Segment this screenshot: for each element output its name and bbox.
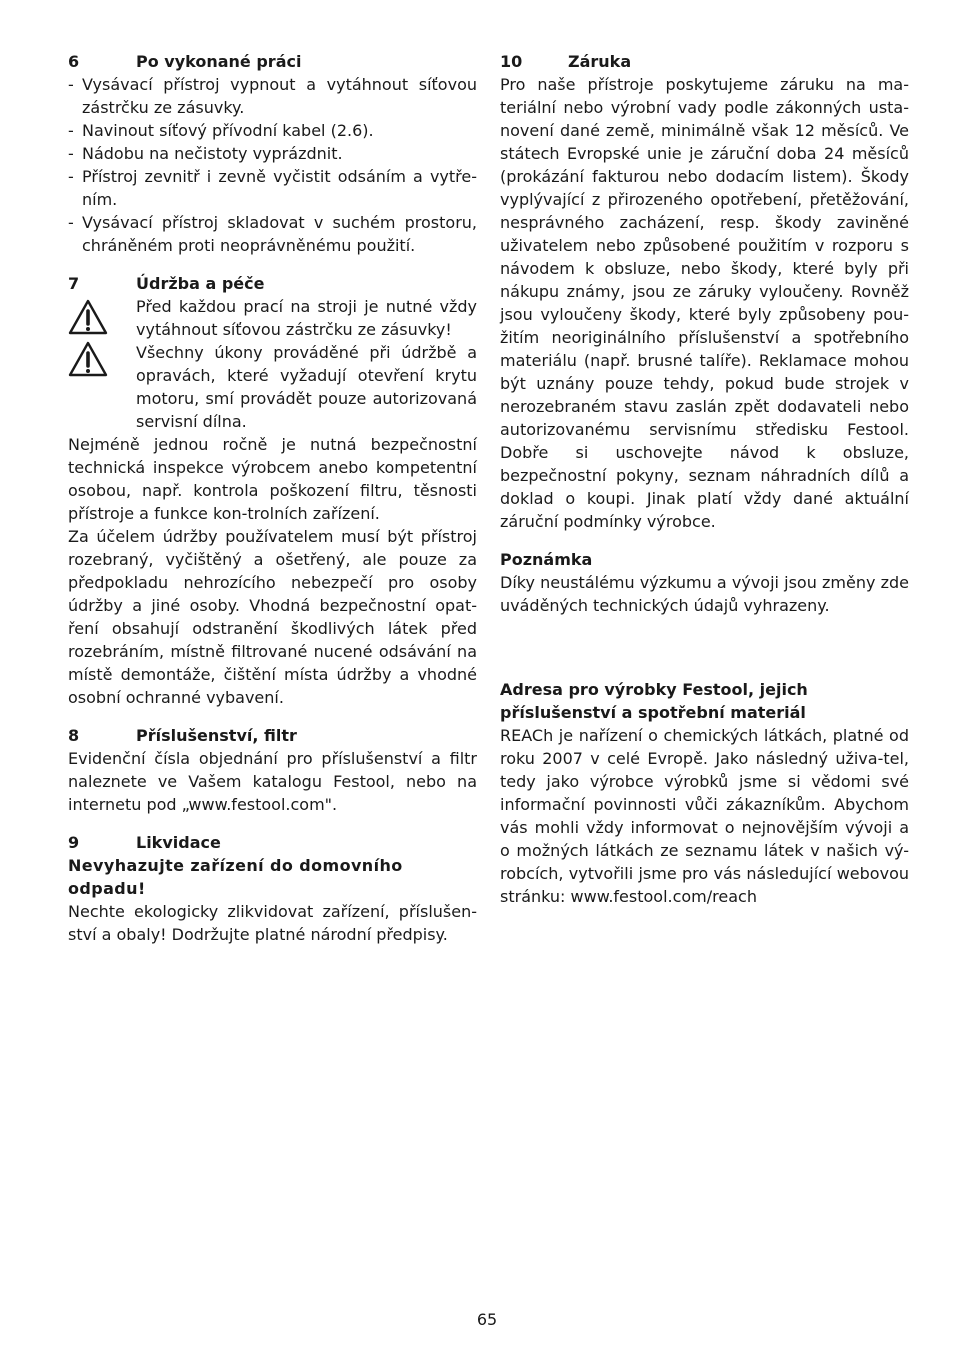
section-title: Likvidace [136, 833, 221, 852]
warranty-paragraph: Pro naše přístroje poskytujeme záruku na ma-teriální nebo výrobní vady podle zákonných usta-novení dané země, minimálně však 12 měsíců. Ve státech Evropské unie je záruční doba 24 měsíců (prokázání fakturou nebo dodacím listem). Škody vyplývající z přirozeného opotřebení, přetěžování, nesprávného zacházení, resp. škody zaviněné uživatelem nebo způsobené použitím v rozporu s návodem k obsluze, nebo škody, které byly při nákupu známy, jsou ze záruky vyloučeny. Rovněž jsou vyloučeny škody, které byly způsobeny pou-žitím neoriginálního příslušenství a spotřebního materiálu (např. brusné talíře). Reklamace mohou být uznány pouze tehdy, pokud bude strojek v nerozebraném stavu zaslán zpět dodavateli nebo autorizovanému servisnímu středisku Festool. Dobře si uschovejte návod k obsluze, bezpečnostní pokyny, seznam náhradních dílů a doklad o koupi. Jinak platí vždy dané aktuální záruční podmínky výrobce. [500, 75, 909, 531]
left-column [68, 50, 477, 946]
section-7-heading [68, 272, 477, 295]
disposal-warning: Nevyhazujte zařízení do domovního odpadu! [68, 856, 403, 898]
section-title: Údržba a péče [136, 274, 265, 293]
note-title: Poznámka [500, 550, 593, 569]
warning-triangle-icon [68, 299, 108, 335]
section-8 [68, 724, 477, 816]
section-6-heading [68, 50, 477, 73]
section-title: Po vykonané práci [136, 52, 302, 71]
section-7 [68, 272, 477, 709]
section-9 [68, 831, 477, 946]
reach-title: Adresa pro výrobky Festool, jejich příslušenství a spotřební materiál [500, 680, 808, 722]
list-item: - Nádobu na nečistoty vyprázdnit. [68, 142, 477, 165]
warning-text [136, 295, 477, 433]
section-10 [500, 50, 909, 533]
list-item: - Přístroj zevnitř i zevně vyčistit odsáním a vytře-ním. [68, 165, 477, 211]
note-section [500, 548, 909, 617]
section-number: 6 [68, 52, 80, 71]
section-number: 10 [500, 52, 523, 71]
maintenance-paragraph: Za účelem údržby používatelem musí být přístroj rozebraný, vyčištěný a ošetřený, ale pouze za předpokladu nehrozícího nebezpečí pro osoby údržby a jiné osoby. Vhodná bezpečnostní opat-ření obsahují odstranění škodlivých látek před rozebráním, místně filtrované nucené odsávání na místě demontáže, čištění místa údržby a vhodné osobní ochranné vybavení. [68, 527, 477, 707]
section-8-heading [68, 724, 477, 747]
inspection-paragraph: Nejméně jednou ročně je nutná bezpečnostní technická inspekce výrobcem anebo kompetentní osobou, např. kontrola poškození filtru, těsnosti přístroje a funkce kon-trolních zařízení. [68, 435, 477, 523]
list-item: - Vysávací přístroj skladovat v suchém prostoru, chráněném proti neoprávněnému použití. [68, 211, 477, 257]
warning-unplug: Před každou prací na stroji je nutné vždy vytáhnout síťovou zástrčku ze zásuvky! [136, 297, 477, 339]
note-paragraph: Díky neustálému výzkumu a vývoji jsou změny zde uváděných technických údajů vyhrazeny. [500, 573, 909, 615]
warning-icons [68, 295, 136, 433]
section-number: 7 [68, 274, 80, 293]
warning-service: Všechny úkony prováděné při údržbě a opravách, které vyžadují otevření krytu motoru, smí provádět pouze autorizovaná servisní dílna. [136, 343, 477, 431]
section-title: Záruka [568, 52, 632, 71]
section-6 [68, 50, 477, 257]
section-9-heading [68, 831, 477, 854]
warning-triangle-icon [68, 341, 108, 377]
right-column [500, 50, 909, 908]
after-work-list [68, 73, 477, 257]
page-number: 65 [476, 1310, 498, 1329]
accessories-paragraph: Evidenční čísla objednání pro příslušenství a filtr naleznete ve Vašem katalogu Festool, nebo na internetu pod „www.festool.com". [68, 749, 477, 814]
warning-block [68, 295, 477, 433]
reach-section [500, 678, 909, 908]
section-title: Příslušenství, filtr [136, 726, 297, 745]
list-item: - Navinout síťový přívodní kabel (2.6). [68, 119, 477, 142]
disposal-paragraph: Nechte ekologicky zlikvidovat zařízení, příslušen-ství a obaly! Dodržujte platné národní předpisy. [68, 902, 477, 944]
section-10-heading [500, 50, 909, 73]
list-item: - Vysávací přístroj vypnout a vytáhnout síťovou zástrčku ze zásuvky. [68, 73, 477, 119]
section-number: 9 [68, 833, 80, 852]
section-number: 8 [68, 726, 80, 745]
reach-paragraph: REACh je nařízení o chemických látkách, platné od roku 2007 v celé Evropě. Jako následný uživa-tel, tedy jako výrobce výrobků jsme si vědomi své informační povinnosti vůči zákazníkům. Abychom vás mohli vždy informovat o nejnovějším vývoji a o možných látkách ze seznamu látek v našich vý-robcích, vytvořili jsme pro vás následující webovou stránku: www.festool.com/reach [500, 726, 909, 906]
